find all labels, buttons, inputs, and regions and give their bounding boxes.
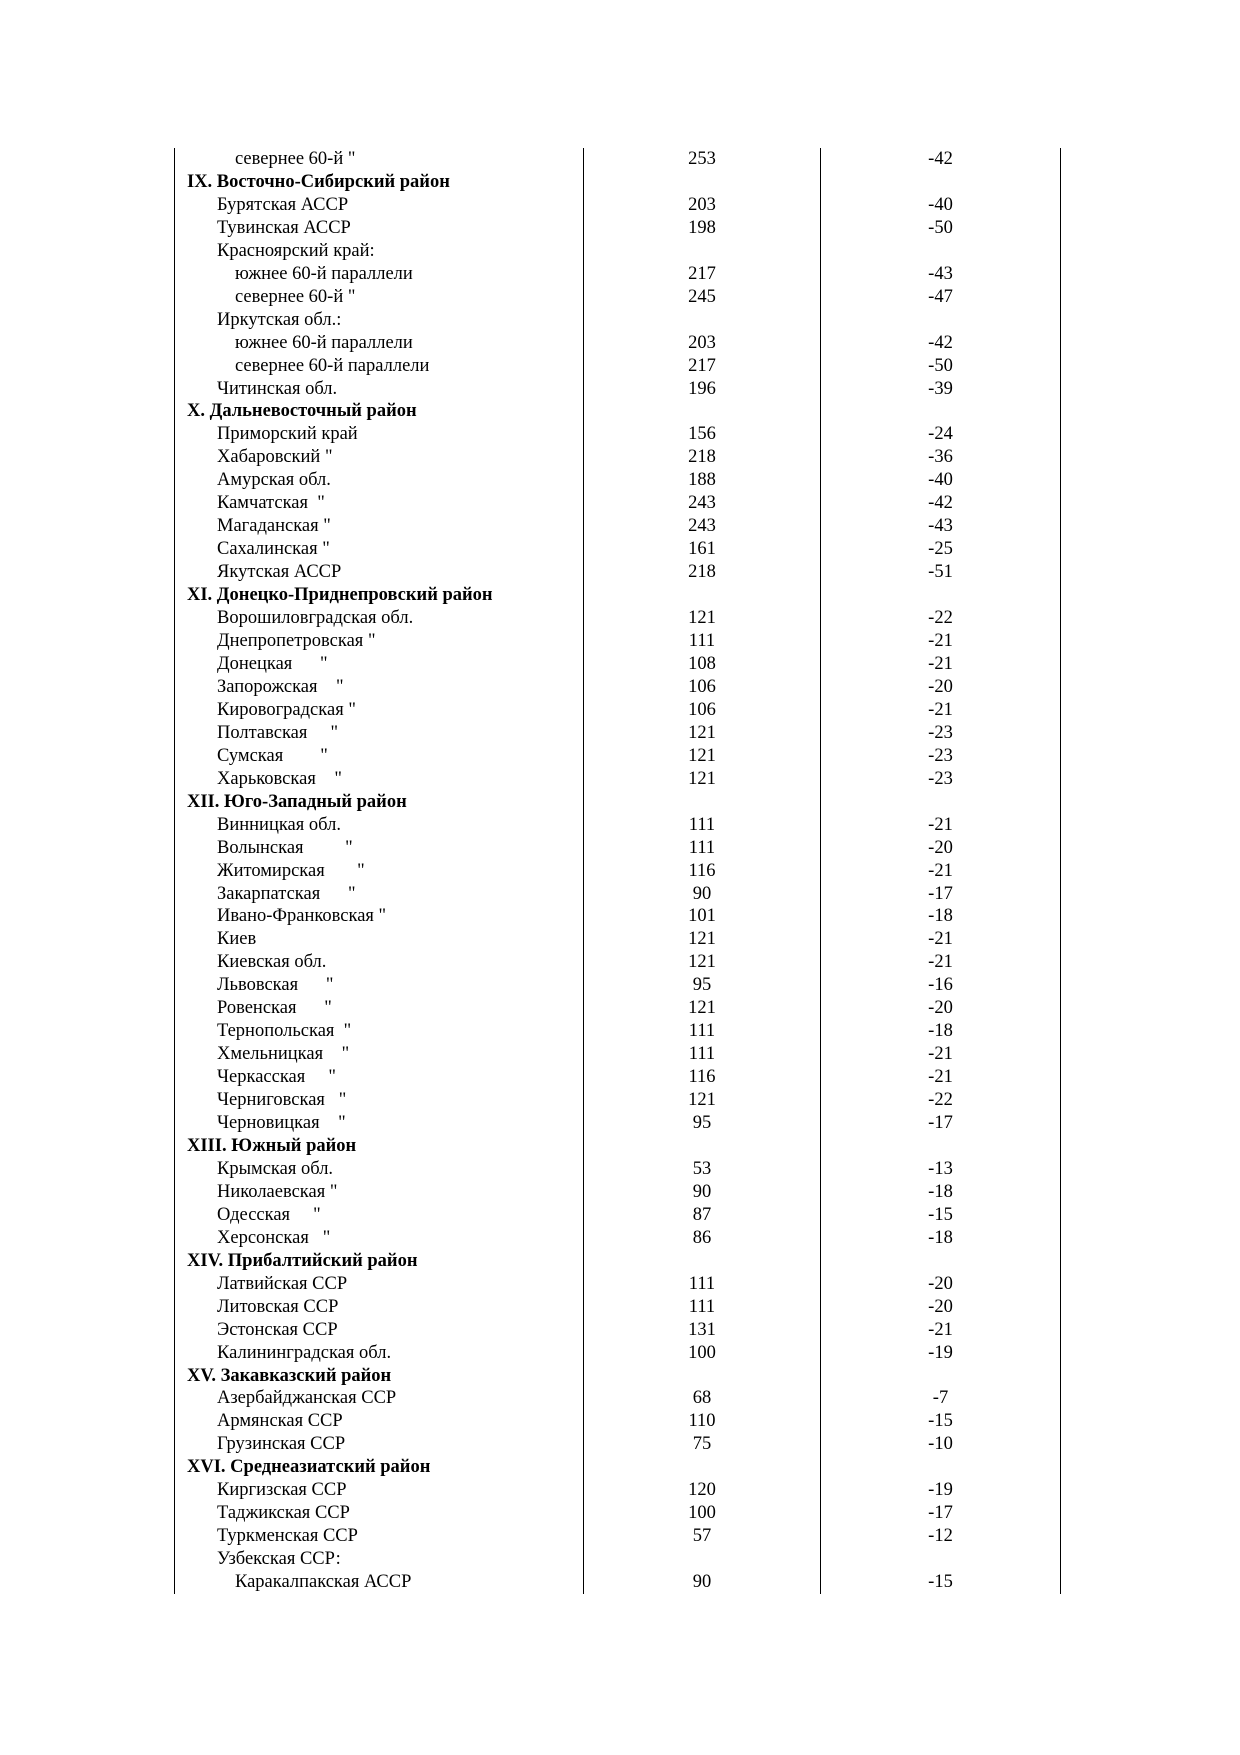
row-name: Азербайджанская ССР [175, 1387, 584, 1410]
row-value-1 [584, 171, 821, 194]
row-name: Запорожская " [175, 676, 584, 699]
row-value-1: 218 [584, 446, 821, 469]
table-row [175, 1043, 1061, 1066]
row-name: Харьковская " [175, 768, 584, 791]
row-value-2: -16 [821, 974, 1061, 997]
row-name: XIII. Южный район [175, 1135, 584, 1158]
row-value-2: -36 [821, 446, 1061, 469]
table-row [175, 722, 1061, 745]
row-value-2: -21 [821, 699, 1061, 722]
table-row [175, 240, 1061, 263]
row-name: Николаевская " [175, 1181, 584, 1204]
row-value-2 [821, 400, 1061, 423]
table-row [175, 148, 1061, 171]
row-name: севернее 60-й параллели [175, 355, 584, 378]
row-name: севернее 60-й " [175, 286, 584, 309]
row-value-1: 121 [584, 745, 821, 768]
row-value-1 [584, 400, 821, 423]
row-value-2: -40 [821, 194, 1061, 217]
table-row [175, 309, 1061, 332]
row-value-2: -10 [821, 1433, 1061, 1456]
row-value-1: 121 [584, 607, 821, 630]
row-value-2: -39 [821, 378, 1061, 401]
row-value-1: 90 [584, 883, 821, 906]
row-value-1: 111 [584, 1043, 821, 1066]
row-value-2: -17 [821, 883, 1061, 906]
row-value-2: -21 [821, 630, 1061, 653]
row-value-1 [584, 309, 821, 332]
row-value-2: -21 [821, 1319, 1061, 1342]
region-header-row [175, 400, 1061, 423]
row-value-2: -21 [821, 1043, 1061, 1066]
row-value-1: 90 [584, 1181, 821, 1204]
row-value-2 [821, 584, 1061, 607]
row-name: Житомирская " [175, 860, 584, 883]
row-value-2: -20 [821, 676, 1061, 699]
row-value-1 [584, 1456, 821, 1479]
row-value-2 [821, 1250, 1061, 1273]
row-value-2: -20 [821, 997, 1061, 1020]
row-value-1: 90 [584, 1571, 821, 1594]
table-row [175, 561, 1061, 584]
region-header-row [175, 1135, 1061, 1158]
row-value-1: 106 [584, 699, 821, 722]
table-row [175, 1112, 1061, 1135]
row-value-2: -18 [821, 905, 1061, 928]
row-name: Киев [175, 928, 584, 951]
row-value-2: -21 [821, 814, 1061, 837]
row-value-1: 217 [584, 263, 821, 286]
region-header-row [175, 1250, 1061, 1273]
row-value-2: -22 [821, 607, 1061, 630]
table-row [175, 1525, 1061, 1548]
row-value-2: -42 [821, 148, 1061, 171]
row-name: Эстонская ССР [175, 1319, 584, 1342]
row-value-1: 110 [584, 1410, 821, 1433]
region-header-row [175, 1456, 1061, 1479]
table-row [175, 1387, 1061, 1410]
row-value-2: -42 [821, 492, 1061, 515]
table-row [175, 423, 1061, 446]
row-name: Кировоградская " [175, 699, 584, 722]
row-value-2: -15 [821, 1571, 1061, 1594]
table-row [175, 1296, 1061, 1319]
row-value-2: -50 [821, 217, 1061, 240]
table-row [175, 745, 1061, 768]
row-name: XII. Юго-Западный район [175, 791, 584, 814]
table-row [175, 1342, 1061, 1365]
row-value-2: -47 [821, 286, 1061, 309]
row-value-2: -17 [821, 1502, 1061, 1525]
row-value-2: -21 [821, 928, 1061, 951]
row-value-2: -25 [821, 538, 1061, 561]
table-row [175, 997, 1061, 1020]
table-row [175, 1227, 1061, 1250]
table-row [175, 286, 1061, 309]
row-value-1: 116 [584, 1066, 821, 1089]
row-value-2: -19 [821, 1479, 1061, 1502]
row-value-2: -12 [821, 1525, 1061, 1548]
row-value-1 [584, 584, 821, 607]
table-row [175, 1410, 1061, 1433]
table-row [175, 883, 1061, 906]
table-row [175, 446, 1061, 469]
row-name: Латвийская ССР [175, 1273, 584, 1296]
row-value-2: -17 [821, 1112, 1061, 1135]
row-value-1: 101 [584, 905, 821, 928]
row-name: Узбекская ССР: [175, 1548, 584, 1571]
table-row [175, 1502, 1061, 1525]
row-name: Сумская " [175, 745, 584, 768]
table-row [175, 607, 1061, 630]
table-row [175, 1204, 1061, 1227]
row-value-1: 121 [584, 997, 821, 1020]
row-value-2: -21 [821, 860, 1061, 883]
row-value-1: 218 [584, 561, 821, 584]
row-name: Львовская " [175, 974, 584, 997]
row-name: Литовская ССР [175, 1296, 584, 1319]
row-value-1: 100 [584, 1342, 821, 1365]
row-value-2: -20 [821, 837, 1061, 860]
table-row [175, 194, 1061, 217]
row-name: XI. Донецко-Приднепровский район [175, 584, 584, 607]
table-row [175, 1273, 1061, 1296]
table-row [175, 928, 1061, 951]
row-value-1: 53 [584, 1158, 821, 1181]
row-value-1: 111 [584, 1020, 821, 1043]
row-name: Киевская обл. [175, 951, 584, 974]
table-row [175, 905, 1061, 928]
row-name: Волынская " [175, 837, 584, 860]
row-value-2: -20 [821, 1273, 1061, 1296]
row-value-1: 196 [584, 378, 821, 401]
row-name: Ворошиловградская обл. [175, 607, 584, 630]
row-name: Полтавская " [175, 722, 584, 745]
row-name: XVI. Среднеазиатский район [175, 1456, 584, 1479]
table-row [175, 951, 1061, 974]
row-name: Ровенская " [175, 997, 584, 1020]
region-header-row [175, 584, 1061, 607]
row-value-1: 111 [584, 814, 821, 837]
row-value-1: 57 [584, 1525, 821, 1548]
table-row [175, 630, 1061, 653]
row-name: Хмельницкая " [175, 1043, 584, 1066]
row-value-2: -18 [821, 1181, 1061, 1204]
row-name: Камчатская " [175, 492, 584, 515]
row-name: севернее 60-й " [175, 148, 584, 171]
table-row [175, 332, 1061, 355]
row-name: Ивано-Франковская " [175, 905, 584, 928]
table-row [175, 355, 1061, 378]
row-value-1 [584, 1135, 821, 1158]
row-value-1: 111 [584, 837, 821, 860]
row-value-2: -7 [821, 1387, 1061, 1410]
row-name: Калининградская обл. [175, 1342, 584, 1365]
row-value-1 [584, 1548, 821, 1571]
row-value-1: 120 [584, 1479, 821, 1502]
row-value-2: -23 [821, 722, 1061, 745]
row-value-1: 121 [584, 951, 821, 974]
table-row [175, 699, 1061, 722]
row-value-2: -43 [821, 263, 1061, 286]
row-value-2: -20 [821, 1296, 1061, 1319]
table-row [175, 1479, 1061, 1502]
row-value-1: 243 [584, 492, 821, 515]
row-value-2 [821, 1365, 1061, 1388]
row-name: Тувинская АССР [175, 217, 584, 240]
table-row [175, 515, 1061, 538]
row-value-1: 121 [584, 768, 821, 791]
row-value-1: 156 [584, 423, 821, 446]
row-value-1: 121 [584, 928, 821, 951]
row-name: Одесская " [175, 1204, 584, 1227]
row-value-1: 95 [584, 1112, 821, 1135]
regions-table-body [175, 148, 1061, 1594]
row-value-2: -15 [821, 1204, 1061, 1227]
row-value-1: 198 [584, 217, 821, 240]
row-value-2 [821, 791, 1061, 814]
row-name: Армянская ССР [175, 1410, 584, 1433]
table-row [175, 217, 1061, 240]
regions-table [174, 148, 1061, 1594]
row-value-1: 217 [584, 355, 821, 378]
row-value-1: 253 [584, 148, 821, 171]
row-value-1: 86 [584, 1227, 821, 1250]
row-name: Приморский край [175, 423, 584, 446]
row-value-2: -23 [821, 768, 1061, 791]
row-name: южнее 60-й параллели [175, 332, 584, 355]
table-row [175, 676, 1061, 699]
row-value-1: 111 [584, 630, 821, 653]
row-name: Таджикская ССР [175, 1502, 584, 1525]
row-value-2: -15 [821, 1410, 1061, 1433]
row-value-2: -18 [821, 1227, 1061, 1250]
row-value-1: 68 [584, 1387, 821, 1410]
row-value-2: -13 [821, 1158, 1061, 1181]
table-row [175, 1571, 1061, 1594]
row-name: Закарпатская " [175, 883, 584, 906]
table-row [175, 538, 1061, 561]
row-value-2 [821, 309, 1061, 332]
row-value-2: -51 [821, 561, 1061, 584]
row-value-2: -43 [821, 515, 1061, 538]
table-row [175, 1089, 1061, 1112]
row-value-1: 243 [584, 515, 821, 538]
row-name: Днепропетровская " [175, 630, 584, 653]
row-value-1: 111 [584, 1296, 821, 1319]
row-name: Донецкая " [175, 653, 584, 676]
row-name: Каракалпакская АССР [175, 1571, 584, 1594]
table-row [175, 469, 1061, 492]
row-value-1: 203 [584, 332, 821, 355]
table-row [175, 378, 1061, 401]
row-value-1: 87 [584, 1204, 821, 1227]
table-row [175, 653, 1061, 676]
row-value-1: 100 [584, 1502, 821, 1525]
row-value-1: 75 [584, 1433, 821, 1456]
row-value-1: 111 [584, 1273, 821, 1296]
row-name: Читинская обл. [175, 378, 584, 401]
row-value-2: -21 [821, 1066, 1061, 1089]
row-value-2: -18 [821, 1020, 1061, 1043]
row-name: Магаданская " [175, 515, 584, 538]
table-row [175, 860, 1061, 883]
row-value-1 [584, 1250, 821, 1273]
row-name: XV. Закавказский район [175, 1365, 584, 1388]
row-value-1: 108 [584, 653, 821, 676]
row-value-1: 161 [584, 538, 821, 561]
row-value-2 [821, 1456, 1061, 1479]
row-name: Черкасская " [175, 1066, 584, 1089]
row-value-1: 121 [584, 722, 821, 745]
row-name: Херсонская " [175, 1227, 584, 1250]
table-row [175, 263, 1061, 286]
table-row [175, 1319, 1061, 1342]
row-name: южнее 60-й параллели [175, 263, 584, 286]
row-name: Сахалинская " [175, 538, 584, 561]
row-name: Туркменская ССР [175, 1525, 584, 1548]
row-name: Черновицкая " [175, 1112, 584, 1135]
row-name: Крымская обл. [175, 1158, 584, 1181]
row-name: X. Дальневосточный район [175, 400, 584, 423]
row-name: Красноярский край: [175, 240, 584, 263]
table-row [175, 1181, 1061, 1204]
row-value-2: -23 [821, 745, 1061, 768]
row-name: Амурская обл. [175, 469, 584, 492]
row-value-1: 106 [584, 676, 821, 699]
row-name: Винницкая обл. [175, 814, 584, 837]
row-value-2: -42 [821, 332, 1061, 355]
row-value-2: -21 [821, 653, 1061, 676]
row-name: Тернопольская " [175, 1020, 584, 1043]
row-value-2: -22 [821, 1089, 1061, 1112]
row-value-1 [584, 791, 821, 814]
table-row [175, 1066, 1061, 1089]
row-value-1 [584, 1365, 821, 1388]
table-row [175, 974, 1061, 997]
row-name: Хабаровский " [175, 446, 584, 469]
row-value-2: -40 [821, 469, 1061, 492]
row-name: Киргизская ССР [175, 1479, 584, 1502]
row-name: Грузинская ССР [175, 1433, 584, 1456]
row-value-2 [821, 1548, 1061, 1571]
row-value-1: 95 [584, 974, 821, 997]
row-name: Бурятская АССР [175, 194, 584, 217]
row-value-2: -50 [821, 355, 1061, 378]
region-header-row [175, 791, 1061, 814]
row-value-1 [584, 240, 821, 263]
row-value-2: -24 [821, 423, 1061, 446]
row-value-1: 121 [584, 1089, 821, 1112]
table-row [175, 1548, 1061, 1571]
row-value-2 [821, 240, 1061, 263]
row-value-1: 203 [584, 194, 821, 217]
region-header-row [175, 1365, 1061, 1388]
table-row [175, 492, 1061, 515]
table-row [175, 768, 1061, 791]
row-name: Иркутская обл.: [175, 309, 584, 332]
region-header-row [175, 171, 1061, 194]
row-value-2: -19 [821, 1342, 1061, 1365]
row-name: Черниговская " [175, 1089, 584, 1112]
row-value-1: 116 [584, 860, 821, 883]
row-value-2: -21 [821, 951, 1061, 974]
row-value-2 [821, 171, 1061, 194]
row-value-2 [821, 1135, 1061, 1158]
row-value-1: 188 [584, 469, 821, 492]
table-row [175, 837, 1061, 860]
table-row [175, 1433, 1061, 1456]
table-row [175, 1020, 1061, 1043]
row-name: IX. Восточно-Сибирский район [175, 171, 584, 194]
row-name: Якутская АССР [175, 561, 584, 584]
table-row [175, 1158, 1061, 1181]
table-row [175, 814, 1061, 837]
row-value-1: 131 [584, 1319, 821, 1342]
row-name: XIV. Прибалтийский район [175, 1250, 584, 1273]
row-value-1: 245 [584, 286, 821, 309]
